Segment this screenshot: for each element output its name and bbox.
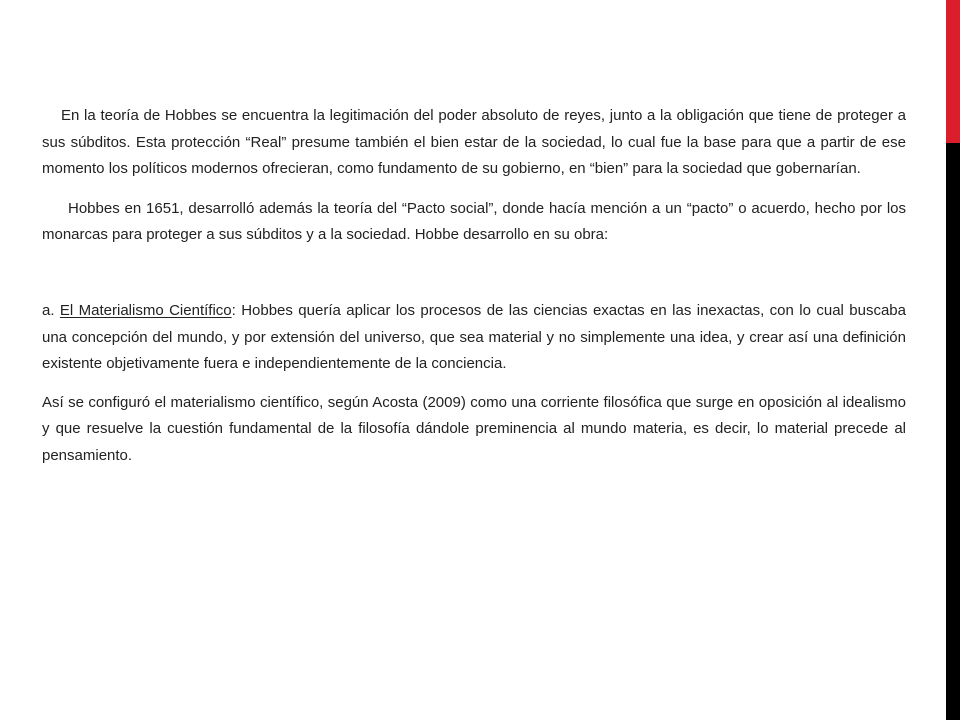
side-bar-red-segment	[946, 0, 960, 143]
paragraph-scientific-materialism	[42, 298, 906, 378]
side-bar-black-segment	[946, 143, 960, 720]
paragraph-materialism-definition: Así se configuró el materialismo científico, según Acosta (2009) como una corriente filosófica que surge en oposición al idealismo y que resuelve la cuestión fundamental de la filosofía dándole preminencia al mundo materia, es decir, lo material precede al pensamiento.	[42, 393, 906, 464]
term-description: : Hobbes quería aplicar los procesos de las ciencias exactas en las inexactas, con lo cual buscaba una concepción del mundo, y por extensión del universo, que sea material y no simplemente una idea, y crear así una definición existente objetivamente fuera e independientemente de la conciencia.	[42, 301, 906, 373]
term-materialismo-cientifico: El Materialismo Científico	[59, 301, 232, 319]
paragraph-social-pact: Hobbes en 1651, desarrolló además la teoría del “Pacto social”, donde hacía mención a un “pacto” o acuerdo, hecho por los monarcas para proteger a sus súbditos y a la sociedad. Hobbe desarrollo en su obra:	[42, 199, 906, 244]
decorative-side-bar	[946, 0, 960, 720]
paragraph-hobbes-theory: En la teoría de Hobbes se encuentra la legitimación del poder absoluto de reyes, junto a la obligación que tiene de proteger a sus súbditos. Esta protección “Real” presume también el bien estar de la sociedad, lo cual fue la base para que a partir de ese momento los políticos modernos ofrecieran, como fundamento de su gobierno, en “bien” para la sociedad que gobernarían.	[42, 107, 906, 178]
slide-body-text	[42, 103, 906, 470]
list-marker: a.	[42, 301, 60, 319]
